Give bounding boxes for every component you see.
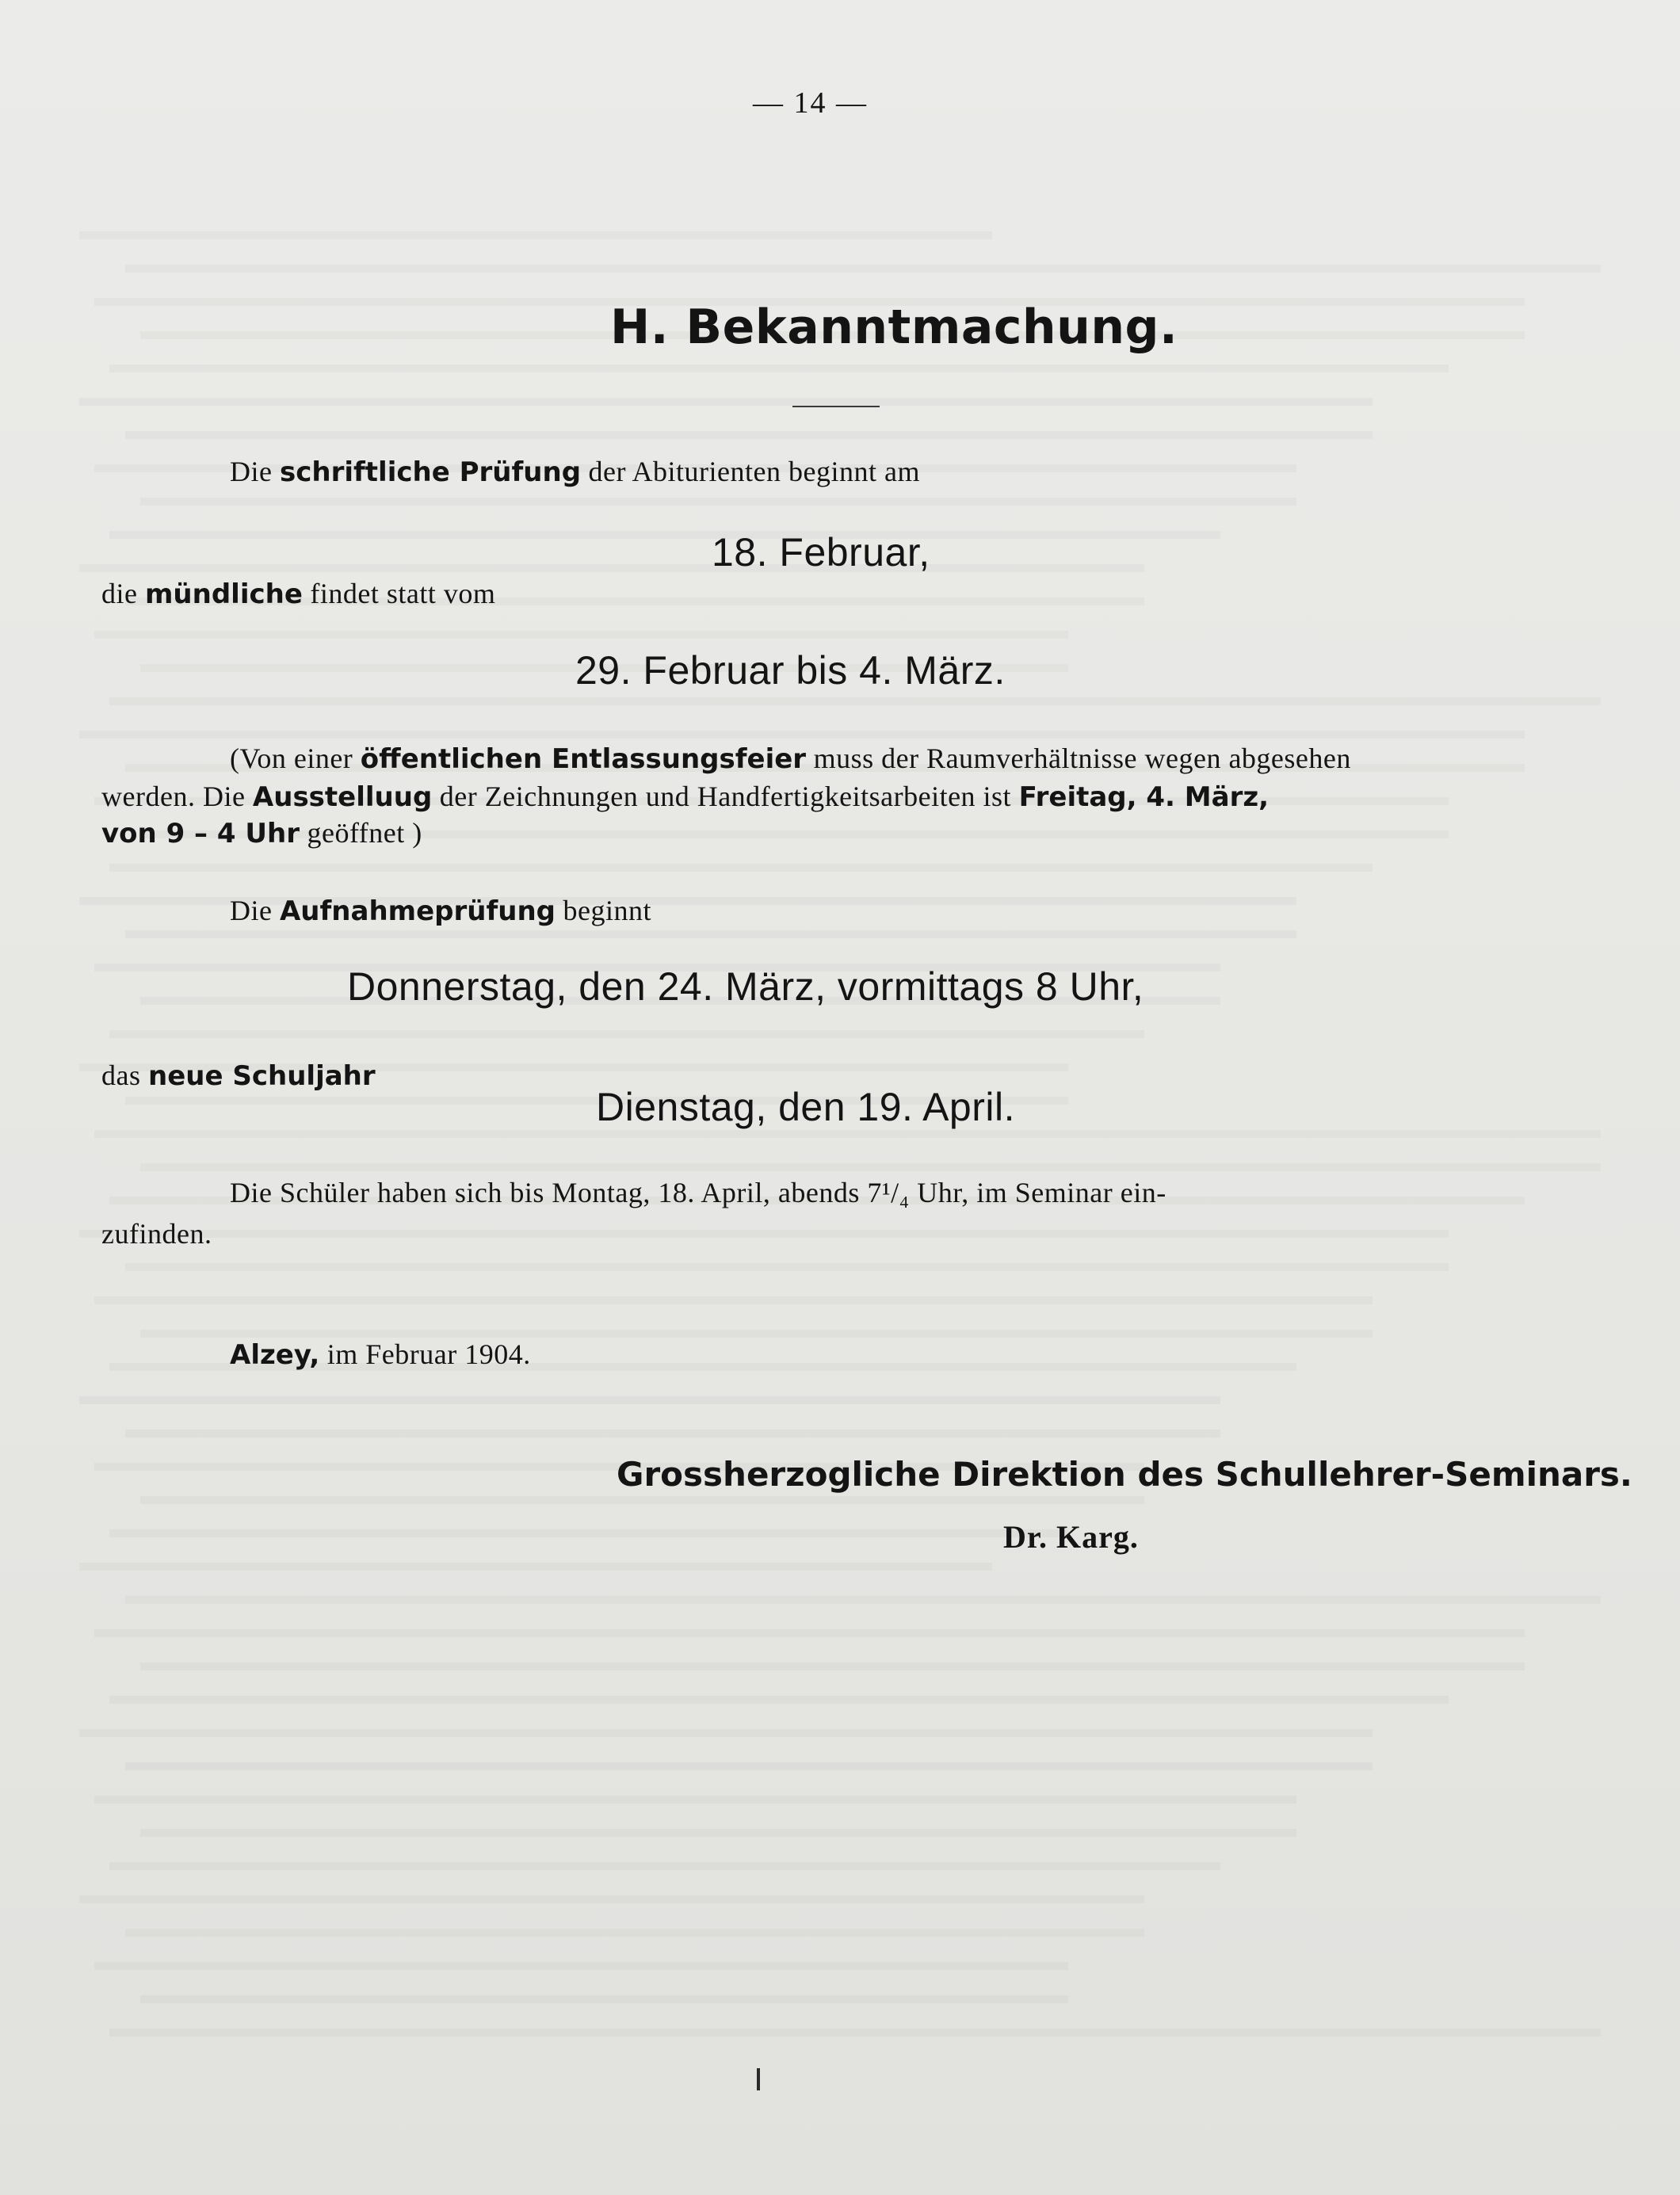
bleed-line bbox=[125, 1404, 1220, 1437]
signature-institution: Grossherzogliche Direktion des Schullehrer-Seminars. bbox=[617, 1455, 1632, 1494]
note-l3-bold: von 9 – 4 Uhr bbox=[101, 818, 300, 849]
bleed-line bbox=[109, 506, 1220, 539]
note-l1-bold: öffentlichen Entlassungsfeier bbox=[360, 743, 807, 775]
bleed-line bbox=[125, 1737, 1373, 1770]
bleed-line bbox=[140, 1804, 1296, 1837]
note-line-3 bbox=[101, 816, 422, 849]
school-year-date: Dienstag, den 19. April. bbox=[596, 1085, 1015, 1129]
bleed-line bbox=[125, 239, 1601, 273]
bleed-line bbox=[94, 1937, 1068, 1970]
written-exam-bold: schriftliche Prüfung bbox=[279, 456, 582, 488]
bleed-line bbox=[140, 1304, 1373, 1338]
bleed-line bbox=[94, 605, 1068, 639]
date-text: im Februar 1904. bbox=[326, 1338, 531, 1370]
note-line-1 bbox=[230, 742, 1351, 775]
oral-exam-prefix: die bbox=[101, 578, 138, 609]
admission-exam-bold: Aufnahmeprüfung bbox=[279, 895, 556, 927]
heading-rule bbox=[792, 406, 880, 407]
ink-mark bbox=[757, 2068, 760, 2090]
bleed-line bbox=[125, 1571, 1601, 1604]
section-heading: H. Bekanntmachung. bbox=[610, 300, 1178, 355]
bleed-line bbox=[109, 2003, 1601, 2037]
admission-exam-suffix: beginnt bbox=[563, 895, 651, 926]
bleed-line bbox=[109, 1504, 1068, 1537]
bleed-line bbox=[109, 1837, 1220, 1870]
note-l2-prefix: werden. Die bbox=[101, 781, 246, 812]
students-line-2: zufinden. bbox=[101, 1218, 212, 1250]
note-l1-suffix: muss der Raumverhältnisse wegen abgesehen bbox=[813, 742, 1351, 774]
bleed-line bbox=[94, 1770, 1296, 1804]
written-exam-line bbox=[230, 455, 920, 488]
bleed-line bbox=[79, 539, 1144, 572]
note-l3-suffix: geöffnet ) bbox=[307, 817, 422, 849]
bleed-line bbox=[79, 372, 1373, 406]
signature-name: Dr. Karg. bbox=[1003, 1519, 1139, 1555]
note-l1-prefix: (Von einer bbox=[230, 742, 353, 774]
oral-exam-suffix: findet statt vom bbox=[310, 578, 496, 609]
bleed-line bbox=[79, 1870, 1144, 1903]
oral-exam-bold: mündliche bbox=[144, 578, 303, 610]
bleed-line bbox=[109, 1670, 1449, 1704]
bleed-line bbox=[125, 1238, 1449, 1271]
students-line-1: Die Schüler haben sich bis Montag, 18. April, abends 7¹/₄ Uhr, im Seminar ein- bbox=[230, 1177, 1166, 1208]
written-exam-date: 18. Februar, bbox=[712, 530, 930, 575]
bleed-line bbox=[79, 206, 992, 239]
bleed-line bbox=[140, 1637, 1525, 1670]
school-year-prefix: das bbox=[101, 1059, 141, 1091]
note-l2-bold-2: Freitag, 4. März, bbox=[1018, 781, 1270, 813]
bleed-line bbox=[79, 1204, 1449, 1238]
bleed-line bbox=[79, 1371, 1220, 1404]
bleed-line bbox=[125, 406, 1373, 439]
bleed-line bbox=[94, 1604, 1525, 1637]
note-l2-mid: der Zeichnungen und Handfertigkeitsarbeiten ist bbox=[439, 781, 1012, 812]
place-bold: Alzey, bbox=[230, 1339, 320, 1371]
admission-exam-date: Donnerstag, den 24. März, vormittags 8 Uhr, bbox=[347, 964, 1144, 1009]
note-l2-bold-1: Ausstelluug bbox=[252, 781, 433, 813]
note-line-2 bbox=[101, 780, 1269, 813]
bleed-line bbox=[79, 705, 1525, 739]
bleed-line bbox=[94, 1271, 1373, 1304]
bleed-line bbox=[125, 1903, 1144, 1937]
bleed-line bbox=[109, 1005, 1144, 1038]
place-date-line bbox=[230, 1338, 531, 1371]
written-exam-prefix: Die bbox=[230, 456, 273, 487]
admission-exam-line bbox=[230, 894, 651, 927]
bleed-line bbox=[79, 1537, 992, 1571]
page-number: — 14 — bbox=[753, 86, 868, 120]
admission-exam-prefix: Die bbox=[230, 895, 273, 926]
school-year-bold: neue Schuljahr bbox=[148, 1060, 376, 1092]
bleed-line bbox=[79, 1704, 1373, 1737]
oral-exam-date: 29. Februar bis 4. März. bbox=[575, 648, 1006, 693]
school-year-line bbox=[101, 1059, 376, 1092]
written-exam-suffix: der Abiturienten beginnt am bbox=[588, 456, 920, 487]
oral-exam-line bbox=[101, 577, 495, 610]
bleed-line bbox=[140, 1138, 1601, 1171]
bleed-line bbox=[140, 1970, 1068, 2003]
